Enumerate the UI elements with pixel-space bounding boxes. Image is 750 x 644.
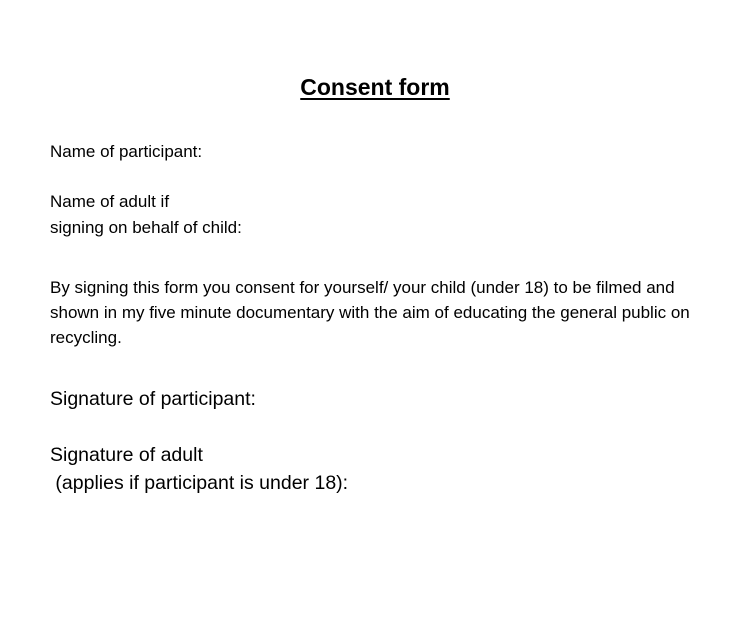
consent-statement: By signing this form you consent for yourself/ your child (under 18) to be filmed and shown in my five minute documentary with the aim of educating the general public on recycling. bbox=[50, 278, 690, 347]
signature-of-participant-label: Signature of participant: bbox=[50, 388, 256, 410]
name-of-adult-label-line-2: signing on behalf of child: bbox=[50, 218, 242, 237]
name-of-adult-label-line-1: Name of adult if bbox=[50, 192, 170, 211]
signature-of-adult-label bbox=[50, 441, 348, 497]
name-of-participant-label: Name of participant: bbox=[50, 142, 203, 161]
signature-of-adult-label-line-1: Signature of adult bbox=[50, 444, 203, 466]
signature-of-adult-label-line-2: (applies if participant is under 18): bbox=[50, 472, 349, 494]
form-title: Consent form bbox=[300, 74, 450, 100]
name-of-adult-label bbox=[50, 189, 242, 241]
